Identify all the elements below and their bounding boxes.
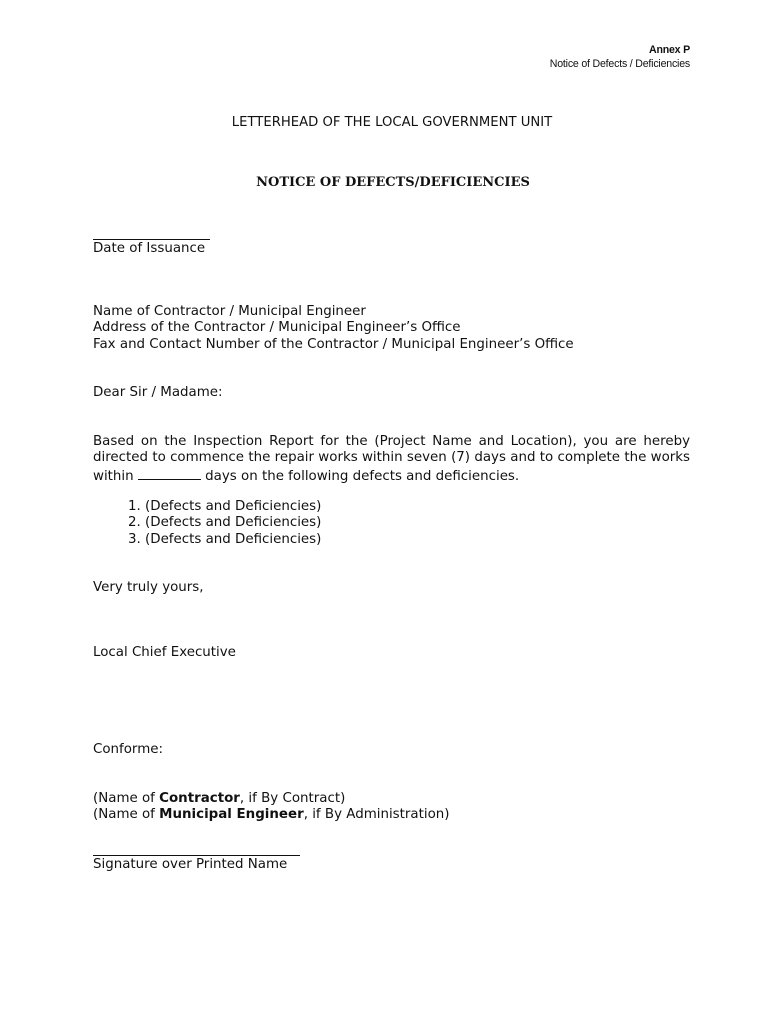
signatory: Local Chief Executive: [93, 645, 236, 660]
date-block: [93, 225, 690, 257]
conforme-line2-prefix: (Name of: [93, 807, 160, 823]
conforme-line2-bold: Municipal Engineer: [159, 807, 304, 823]
conforme-line1-prefix: (Name of: [93, 791, 160, 806]
letterhead: LETTERHEAD OF THE LOCAL GOVERNMENT UNIT: [231, 115, 553, 130]
date-label: Date of Issuance: [93, 241, 206, 256]
annex-subtitle: Notice of Defects / Deficiencies: [549, 57, 690, 70]
conforme-line2-suffix: , if By Administration): [303, 807, 450, 823]
addressee-contact: Fax and Contact Number of the Contractor / Municipal Engineer’s Office: [93, 336, 574, 352]
addressee-block: [93, 304, 690, 353]
conforme-label: Conforme:: [93, 742, 163, 757]
annex-header: [550, 44, 690, 71]
defects-list-block: [93, 499, 690, 548]
body-paragraph: [93, 434, 690, 485]
conforme-engineer-line: [93, 807, 690, 823]
document-title: NOTICE OF DEFECTS/DEFICIENCIES: [256, 175, 530, 190]
addressee-name: Name of Contractor / Municipal Engineer: [93, 304, 366, 319]
defect-item: 3. (Defects and Deficiencies): [128, 531, 322, 547]
annex-label: Annex P: [649, 44, 690, 56]
signature-block: [93, 842, 690, 873]
body-text-part2: days on the following defects and deficiencies.: [205, 468, 520, 484]
conforme-line1-bold: Contractor: [159, 791, 240, 806]
defect-item: 1. (Defects and Deficiencies): [128, 499, 322, 514]
defects-list: [93, 499, 690, 548]
salutation: Dear Sir / Madame:: [93, 385, 223, 400]
signature-label: Signature over Printed Name: [93, 857, 288, 872]
defect-item: 2. (Defects and Deficiencies): [128, 515, 322, 531]
addressee-address: Address of the Contractor / Municipal Engineer’s Office: [93, 320, 461, 336]
conforme-line1-suffix: , if By Contract): [239, 791, 346, 806]
closing: Very truly yours,: [93, 580, 204, 595]
date-blank-line: [93, 225, 210, 240]
conforme-contractor-line: [93, 791, 690, 807]
body-text-part1: Based on the Inspection Report for the (Project Name and Location), you are hereby directed to commence the repair works within seven (7) days and to complete the works within: [93, 434, 690, 484]
signature-blank-line: [93, 842, 300, 856]
conforme-names: [93, 791, 690, 824]
days-blank-line: [138, 467, 201, 480]
